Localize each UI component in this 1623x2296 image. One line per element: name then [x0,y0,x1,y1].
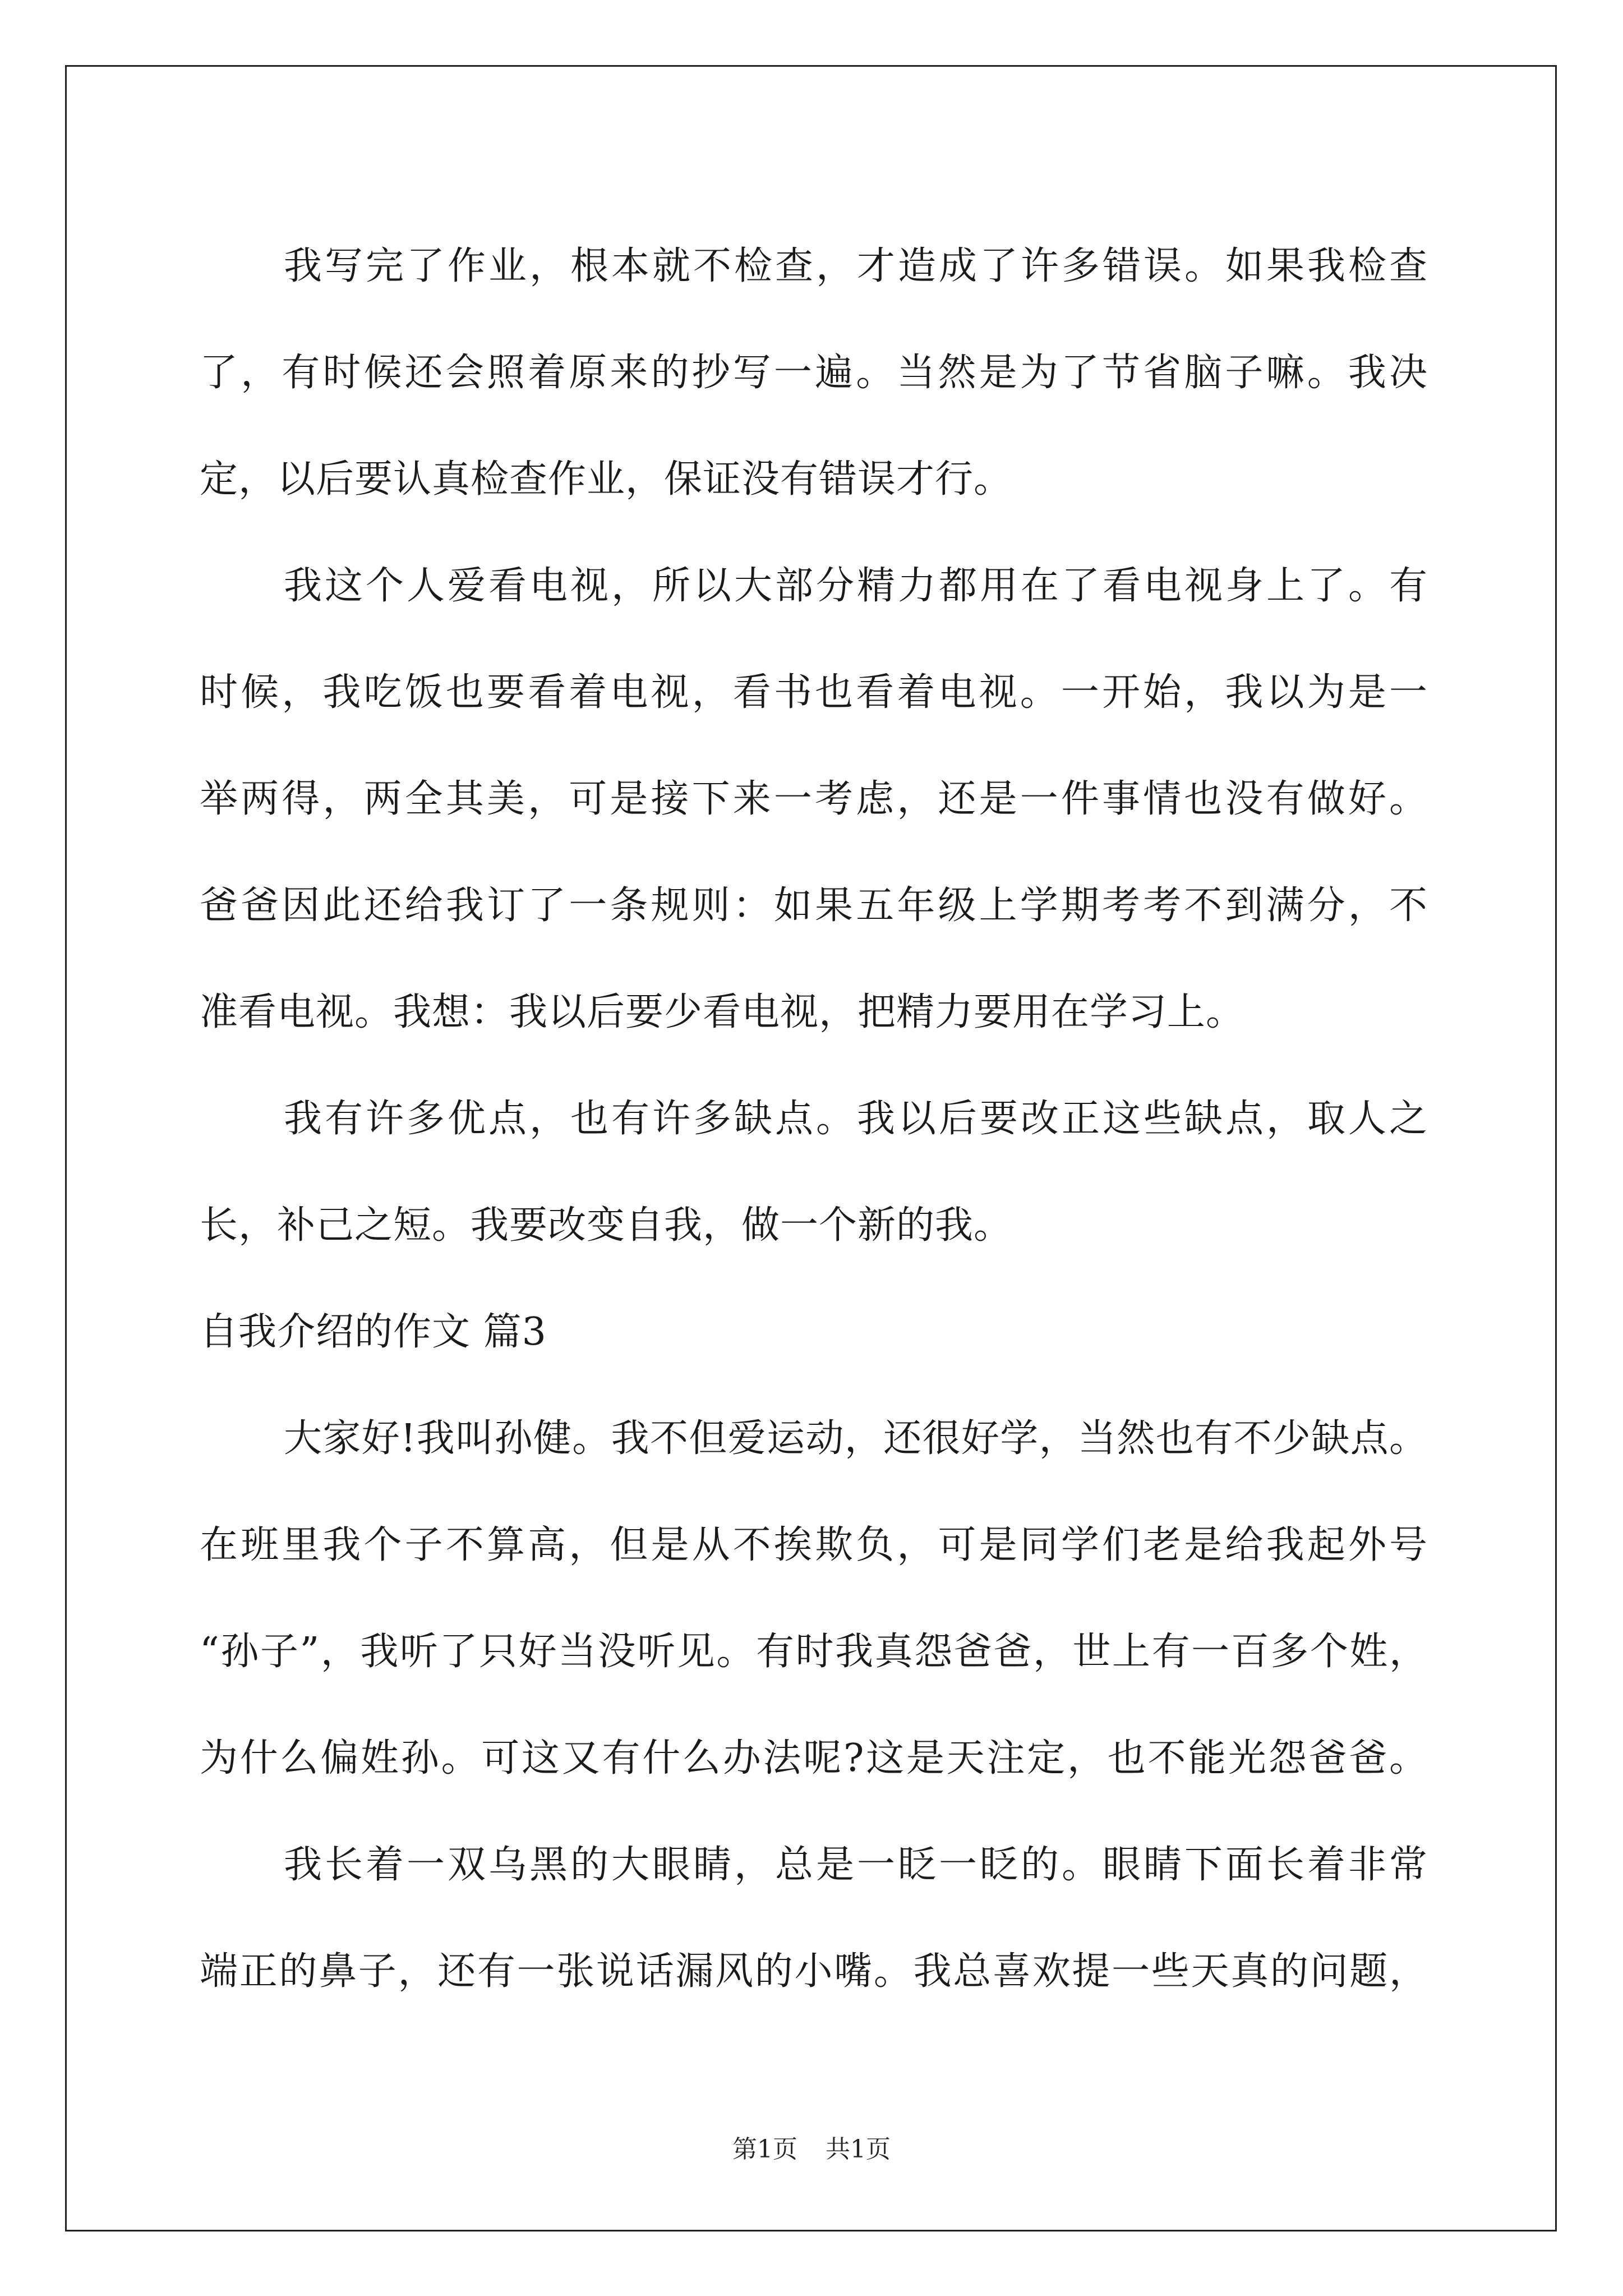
text-line-15: 为什么偏姓孙。可这又有什么办法呢?这是天注定，也不能光怨爸爸。 [200,1736,1428,1780]
text-line-2: 了，有时候还会照着原来的抄写一遍。当然是为了节省脑子嘛。我决 [200,351,1428,395]
page-footer [0,2129,1623,2165]
text-line-10: 长，补己之短。我要改变自我，做一个新的我。 [200,1203,1013,1248]
text-line-13: 在班里我个子不算高，但是从不挨欺负，可是同学们老是给我起外号 [200,1523,1428,1567]
section-heading: 自我介绍的作文 篇3 [200,1310,547,1354]
text-line-7: 爸爸因此还给我订了一条规则：如果五年级上学期考考不到满分，不 [200,884,1428,928]
page-number: 第1页 [732,2135,797,2164]
text-line-4: 我这个人爱看电视，所以大部分精力都用在了看电视身上了。有 [284,564,1428,608]
text-line-14: “孙子”，我听了只好当没听见。有时我真怨爸爸，世上有一百多个姓， [200,1630,1428,1674]
text-line-5: 时候，我吃饭也要看着电视，看书也看着电视。一开始，我以为是一 [200,670,1428,715]
text-line-9: 我有许多优点，也有许多缺点。我以后要改正这些缺点，取人之 [284,1097,1428,1141]
document-body [200,213,1428,2025]
text-line-12: 大家好!我叫孙健。我不但爱运动，还很好学，当然也有不少缺点。 [284,1416,1428,1461]
text-line-6: 举两得，两全其美，可是接下来一考虑，还是一件事情也没有做好。 [200,777,1428,821]
text-line-8: 准看电视。我想：我以后要少看电视，把精力要用在学习上。 [200,990,1245,1034]
page-total: 共1页 [826,2135,891,2164]
text-line-1: 我写完了作业，根本就不检查，才造成了许多错误。如果我检查 [284,244,1428,288]
text-line-17: 端正的鼻子，还有一张说话漏风的小嘴。我总喜欢提一些天真的问题， [200,1949,1428,1994]
text-line-16: 我长着一双乌黑的大眼睛，总是一眨一眨的。眼睛下面长着非常 [284,1843,1428,1887]
text-line-3: 定，以后要认真检查作业，保证没有错误才行。 [200,457,1013,501]
